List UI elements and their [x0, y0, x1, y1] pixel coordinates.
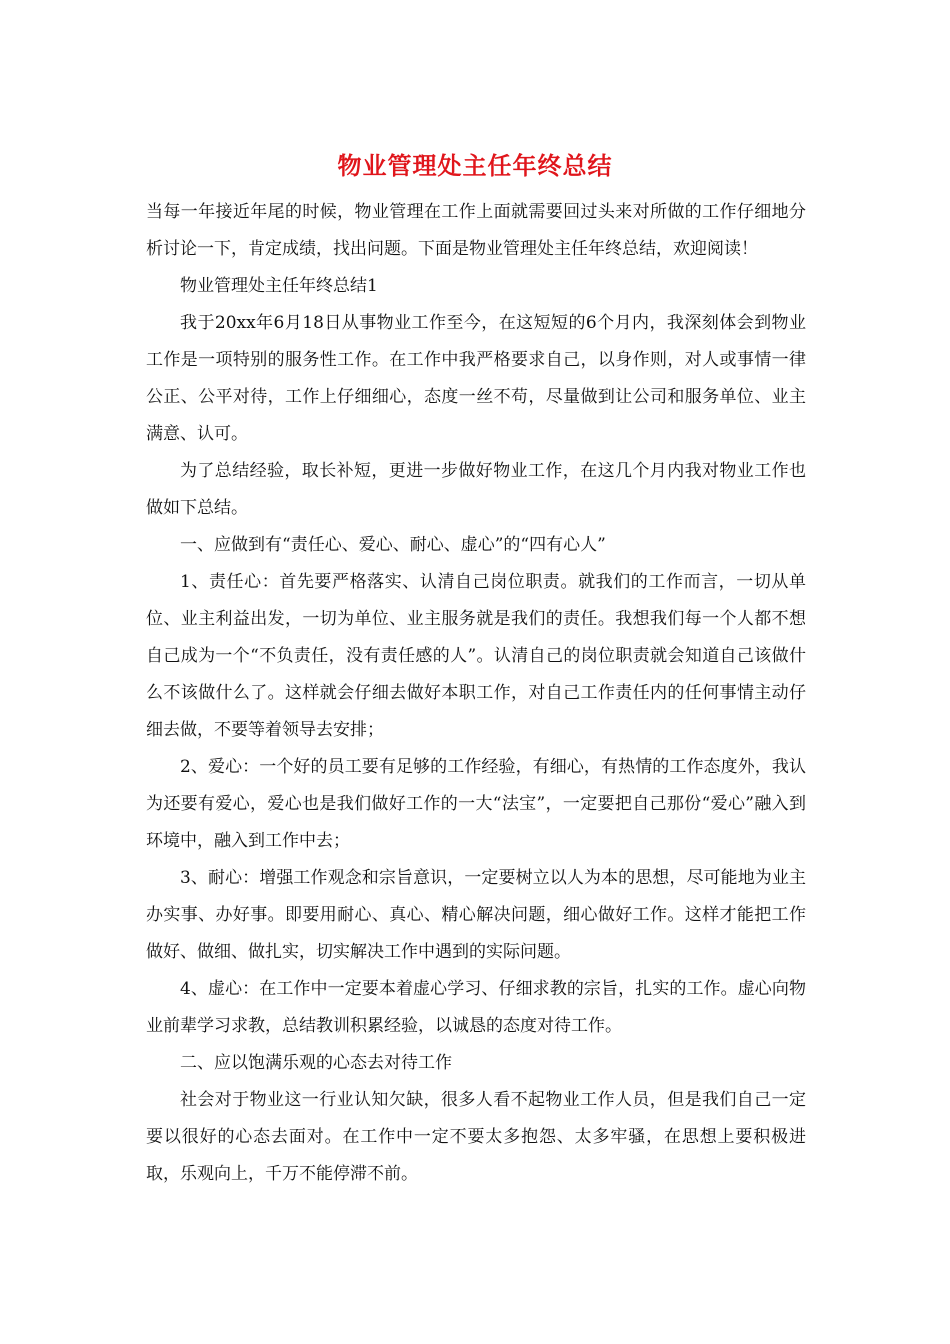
paragraph: 社会对于物业这一行业认知欠缺，很多人看不起物业工作人员，但是我们自己一定要以很好的心态去面对。在工作中一定不要太多抱怨、太多牢骚，在思想上要积极进取，乐观向上，千万不能停滞不前。 [146, 1090, 806, 1184]
section-heading: 一、应做到有“责任心、爱心、耐心、虚心”的“四有心人” [180, 535, 606, 555]
paragraph: 我于20xx年6月18日从事物业工作至今，在这短短的6个月内，我深刻体会到物业工作是一项特别的服务性工作。在工作中我严格要求自己，以身作则，对人或事情一律公正、公平对待，工作上仔细细心，态度一丝不苟，尽量做到让公司和服务单位、业主满意、认可。 [146, 313, 806, 444]
document-title: 物业管理处主任年终总结 [337, 151, 613, 180]
paragraph-subtitle: 物业管理处主任年终总结1 [180, 276, 378, 296]
paragraph: 为了总结经验，取长补短，更进一步做好物业工作，在这几个月内我对物业工作也做如下总结。 [146, 461, 806, 518]
paragraph: 2、爱心：一个好的员工要有足够的工作经验，有细心，有热情的工作态度外，我认为还要有爱心，爱心也是我们做好工作的一大“法宝”，一定要把自己那份“爱心”融入到环境中，融入到工作中去； [146, 757, 806, 851]
paragraph: 1、责任心：首先要严格落实、认清自己岗位职责。就我们的工作而言，一切从单位、业主利益出发，一切为单位、业主服务就是我们的责任。我想我们每一个人都不想自己成为一个“不负责任，没有责任感的人”。认清自己的岗位职责就会知道自己该做什么不该做什么了。这样就会仔细去做好本职工作，对自己工作责任内的任何事情主动仔细去做，不要等着领导去安排； [146, 572, 806, 740]
paragraph-intro: 当每一年接近年尾的时候，物业管理在工作上面就需要回过头来对所做的工作仔细地分析讨论一下，肯定成绩，找出问题。下面是物业管理处主任年终总结，欢迎阅读！ [146, 202, 806, 259]
paragraph: 3、耐心：增强工作观念和宗旨意识，一定要树立以人为本的思想，尽可能地为业主办实事、办好事。即要用耐心、真心、精心解决问题，细心做好工作。这样才能把工作做好、做细、做扎实，切实解决工作中遇到的实际问题。 [146, 868, 806, 962]
section-heading: 二、应以饱满乐观的心态去对待工作 [180, 1053, 452, 1073]
paragraph: 4、虚心：在工作中一定要本着虚心学习、仔细求教的宗旨，扎实的工作。虚心向物业前辈学习求教，总结教训积累经验，以诚恳的态度对待工作。 [146, 979, 806, 1036]
document-body [146, 194, 806, 1193]
